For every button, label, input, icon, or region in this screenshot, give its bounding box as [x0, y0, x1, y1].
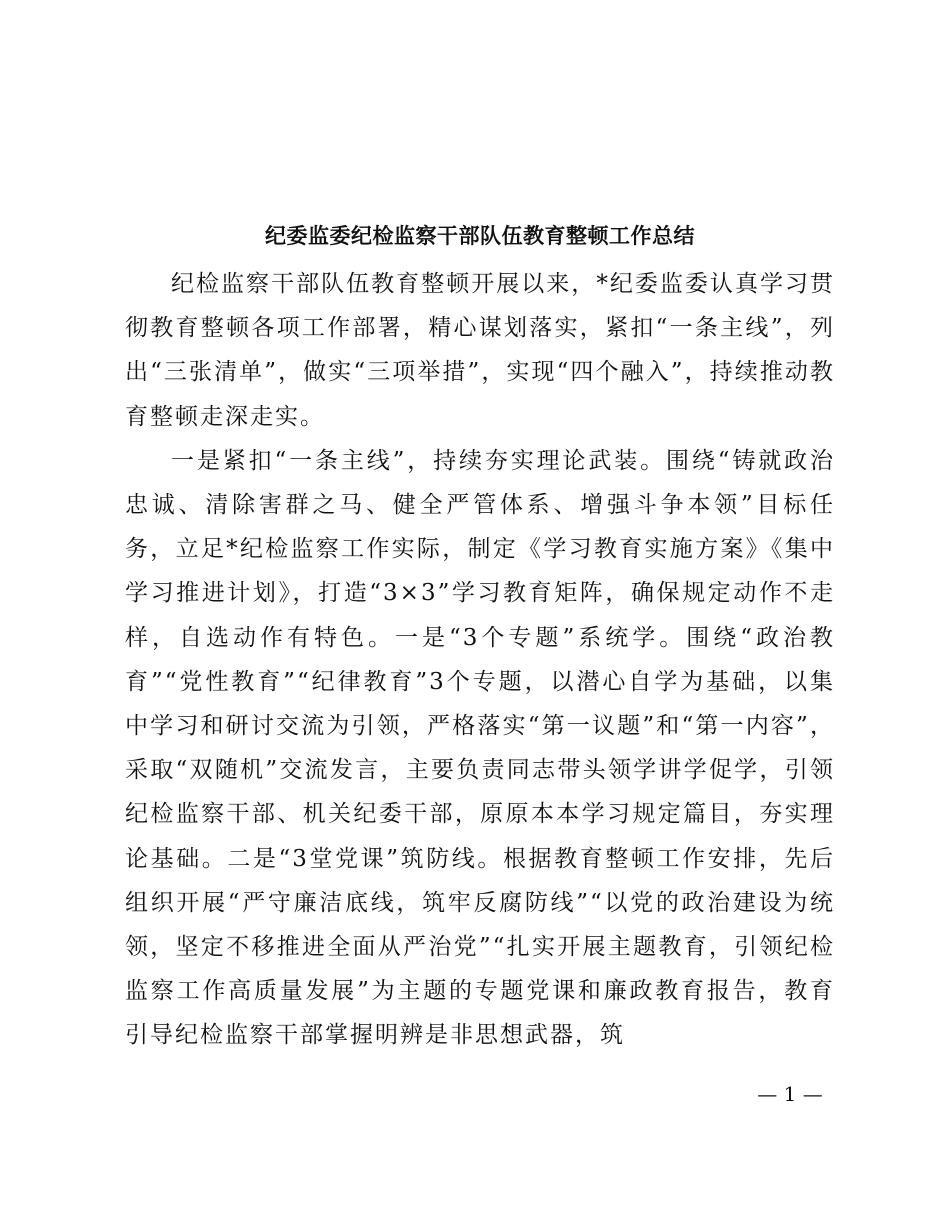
paragraph-intro: 纪检监察干部队伍教育整顿开展以来，*纪委监委认真学习贯彻教育整顿各项工作部署，精心谋划落实，紧扣“一条主线”，列出“三张清单”，做实“三项举措”，实现“四个融入”，持续推动教育整顿走深走实。: [125, 271, 835, 430]
document-body: [125, 262, 835, 1058]
paragraph-section-one: 一是紧扣“一条主线”，持续夯实理论武装。围绕“铸就政治忠诚、清除害群之马、健全严管体系、增强斗争本领”目标任务，立足*纪检监察工作实际，制定《学习教育实施方案》《集中学习推进计划》，打造“3×3”学习教育矩阵，确保规定动作不走样，自选动作有特色。一是“3个专题”系统学。围绕“政治教育”“党性教育”“纪律教育”3个专题，以潜心自学为基础，以集中学习和研讨交流为引领，严格落实“第一议题”和“第一内容”，采取“双随机”交流发言，主要负责同志带头领学讲学促学，引领纪检监察干部、机关纪委干部，原原本本学习规定篇目，夯实理论基础。二是“3堂党课”筑防线。根据教育整顿工作安排，先后组织开展“严守廉洁底线，筑牢反腐防线”“以党的政治建设为统领，坚定不移推进全面从严治党”“扎实开展主题教育，引领纪检监察工作高质量发展”为主题的专题党课和廉政教育报告，教育引导纪检监察干部掌握明辨是非思想武器，筑: [125, 447, 835, 1049]
document-title: 纪委监委纪检监察干部队伍教育整顿工作总结: [265, 223, 695, 248]
page-number: — 1 —: [757, 1082, 823, 1106]
